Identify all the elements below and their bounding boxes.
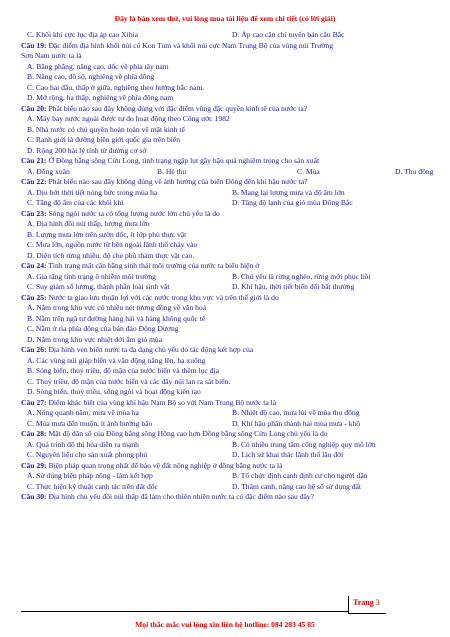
option-b: B. Nâng cao, đồ sộ, nghiêng về phía đông <box>27 72 155 81</box>
question-22: Câu 22: Phát biểu nào sau đây không đúng về ảnh hưởng của biển Đông đến khí hậu nước ta? <box>21 177 308 186</box>
option-b: B. Nằm trên ngã tư đường hàng hải và hàng không quốc tế <box>27 313 206 323</box>
question-30: Câu 30: Địa hình chủ yếu đồi núi thấp đã làm cho thiên nhiên nước ta có đặc điểm nào sau đây? <box>21 492 315 501</box>
question-27: Câu 27: Điểm khác biệt của vùng khí hậu Nam Bộ so với Nam Trung Bộ nước ta là <box>21 397 277 407</box>
options-row <box>21 272 439 283</box>
option-b: B. Hè thu <box>157 166 187 176</box>
option-b: B. Chủ yếu là rừng nghèo, rừng mới phục hồi <box>232 271 371 281</box>
option-d: D. Lịch sử khai thác lãnh thổ lâu đời <box>232 450 344 459</box>
option-a: A. Địa hình đồi núi thấp, lượng mưa lớn <box>27 219 150 228</box>
options-row <box>21 440 439 451</box>
options-row <box>21 282 439 293</box>
option-d: D. Áp cao cận chí tuyến bán cầu Bắc <box>232 30 345 39</box>
options-row <box>21 471 439 482</box>
options-row <box>21 408 439 419</box>
option-a: A. Quá trình đô thị hóa diễn ra mạnh <box>27 439 139 449</box>
option-a: A. Máy bay nước ngoài được tự do hoạt động theo Công ước 1982 <box>27 114 230 123</box>
option-b: B. Mang lại lượng mưa và độ ẩm lớn <box>232 187 345 197</box>
question-20: Câu 20: Phát biểu nào sau đây không đúng với đặc điểm vùng đặc quyền kinh tế của nước ta? <box>21 103 308 113</box>
option-d: D. Diện tích rừng nhiều, độ che phủ thảm thực vật cao. <box>27 250 195 260</box>
question-26: Câu 26: Địa hình ven biển nước ta đa dạng chủ yếu do tác động kết hợp của <box>21 345 254 354</box>
option-b: B. Nhiệt độ cao, mưa lùi về mùa thu đông <box>232 408 360 417</box>
question-28: Câu 28: Mật độ dân số của Đồng bằng sông Hồng cao hơn Đồng bằng sông Cửu Long chủ yếu là do <box>21 429 328 438</box>
option-c: C. Thực hiện kỹ thuật canh tác trên đất dốc <box>27 481 158 491</box>
option-c: C. Khối khí cực lục địa áp cao Xibia <box>27 30 139 39</box>
question-list <box>21 30 439 503</box>
option-c: C. Suy giảm số lượng, thành phần loài sinh vật <box>27 282 170 291</box>
options-row <box>21 482 439 493</box>
options-row <box>21 167 439 178</box>
option-a: A. Đông xuân <box>27 166 70 176</box>
option-d: D. Thu đông <box>395 166 434 176</box>
option-d: D. Nằm trong khu vực nhiệt đới ẩm gió mùa <box>27 334 163 344</box>
options-row <box>21 450 439 461</box>
question-24: Câu 24: Tình trạng mất cân bằng sinh thái môi trường của nước ta biểu hiện ở <box>21 261 260 270</box>
contact-hotline: Mọi thắc mắc vui lòng xin liên hệ hotline: 084 283 45 85 <box>135 620 315 629</box>
option-d: D. Khí hậu phân thành hai mùa mưa - khô <box>232 418 361 428</box>
options-row <box>21 30 439 41</box>
option-d: D. Sóng biển, thuỷ triều, sông ngòi và hoạt động kiến tạo <box>27 387 201 396</box>
option-d: D. Thâm canh, nâng cao hệ số sử dụng đất <box>232 481 362 491</box>
footer-divider <box>21 611 348 612</box>
option-d: D. Tăng độ lạnh của gió mùa Đông Bắc <box>232 198 353 207</box>
question-29: Câu 29: Biện pháp quan trọng nhất để bảo vệ đất nông nghiệp ở đồng bằng nước ta là <box>21 460 283 470</box>
option-d: D. Mở rộng, hạ thấp, nghiêng về phía đông nam <box>27 93 174 102</box>
option-c: C. Nguyên liệu cho sản xuất phong phú <box>27 450 148 459</box>
preview-notice: Đây là bản xem thử, vui lòng mua tài liệu để xem chi tiết (có lời giải) <box>114 14 336 23</box>
option-b: B. Có nhiều trung tâm công nghiệp quy mô lớn <box>232 439 376 449</box>
option-b: B. Nhà nước có chủ quyền hoàn toàn về mặt kinh tế <box>27 124 185 134</box>
option-d: D. Rộng 200 hải lý tính từ đường cơ sở <box>27 145 147 155</box>
question-21: Câu 21: Ở Đồng bằng sông Cửu Long, tình trạng ngập lụt gây hậu quả nghiêm trọng cho sản xuất <box>21 156 320 165</box>
options-row <box>21 419 439 430</box>
option-b: B. Lượng mưa lớn trên sườn dốc, ít lớp phủ thực vật <box>27 229 187 239</box>
option-a: A. Sử dụng biện pháp nông - lâm kết hợp <box>27 471 153 480</box>
question-25: Câu 25: Nước ta giao lưu thuận lợi với các nước trong khu vực và trên thế giới là do <box>21 292 279 302</box>
option-c: C. Nằm ở rìa phía đông của bán đảo Đông Dương <box>27 324 179 333</box>
option-b: B. Tổ chức định canh định cư cho người dân <box>232 471 368 480</box>
option-c: C. Cao hai đầu, thấp ở giữa, nghiêng theo hướng bắc nam. <box>27 82 205 92</box>
option-d: D. Khí hậu, thời tiết biến đổi bất thường <box>232 282 355 291</box>
page-number: 3 <box>375 598 380 607</box>
question-23: Câu 23: Sông ngòi nước ta có tổng lượng nước lớn chủ yếu là do <box>21 208 220 218</box>
option-c: C. Thuỷ triều, độ mặn của nước biển và các dãy núi lan ra sát biển. <box>27 376 231 386</box>
page-number-box <box>348 596 386 614</box>
options-row <box>21 188 439 199</box>
options-row <box>21 198 439 209</box>
option-a: A. Nằm trong khu vực có nhiều nét tương đồng về văn hoá <box>27 303 207 312</box>
option-c: C. Ranh giới là đường biên giới quốc gia trên biển <box>27 135 181 144</box>
option-b: B. Sóng biển, thuỷ triều, độ mặn của nước biển và thềm lục địa <box>27 366 220 375</box>
option-a: A. Nóng quanh năm, mưa về mùa hạ <box>27 408 139 417</box>
option-a: A. Bằng phẳng, nâng cao, dốc về phía tây nam <box>27 61 169 71</box>
page-label: Trang <box>353 598 374 607</box>
option-c: C. Tăng độ ẩm của các khối khí <box>27 198 124 207</box>
question-19-cont: Sơn Nam nước ta là <box>21 51 82 60</box>
question-19: Câu 19: Đặc điểm địa hình khối núi cổ Kon Tum và khối núi cực Nam Trung Bộ của vùng núi Trường <box>21 40 334 50</box>
option-c: C. Mùa mưa đến muộn, ít ảnh hưởng bão <box>27 418 153 428</box>
option-a: A. Các vùng núi giáp biển và vận động nâng lên, hạ xuống <box>27 355 206 365</box>
option-c: C. Mưa lớn, nguồn nước từ bên ngoài lãnh thổ chảy vào <box>27 240 198 249</box>
option-c: C. Mùa <box>297 166 320 176</box>
option-a: A. Dịu bớt thời tiết nóng bức trong mùa hạ <box>27 187 158 197</box>
option-a: A. Gia tăng tình trạng ô nhiễm môi trường <box>27 271 156 281</box>
